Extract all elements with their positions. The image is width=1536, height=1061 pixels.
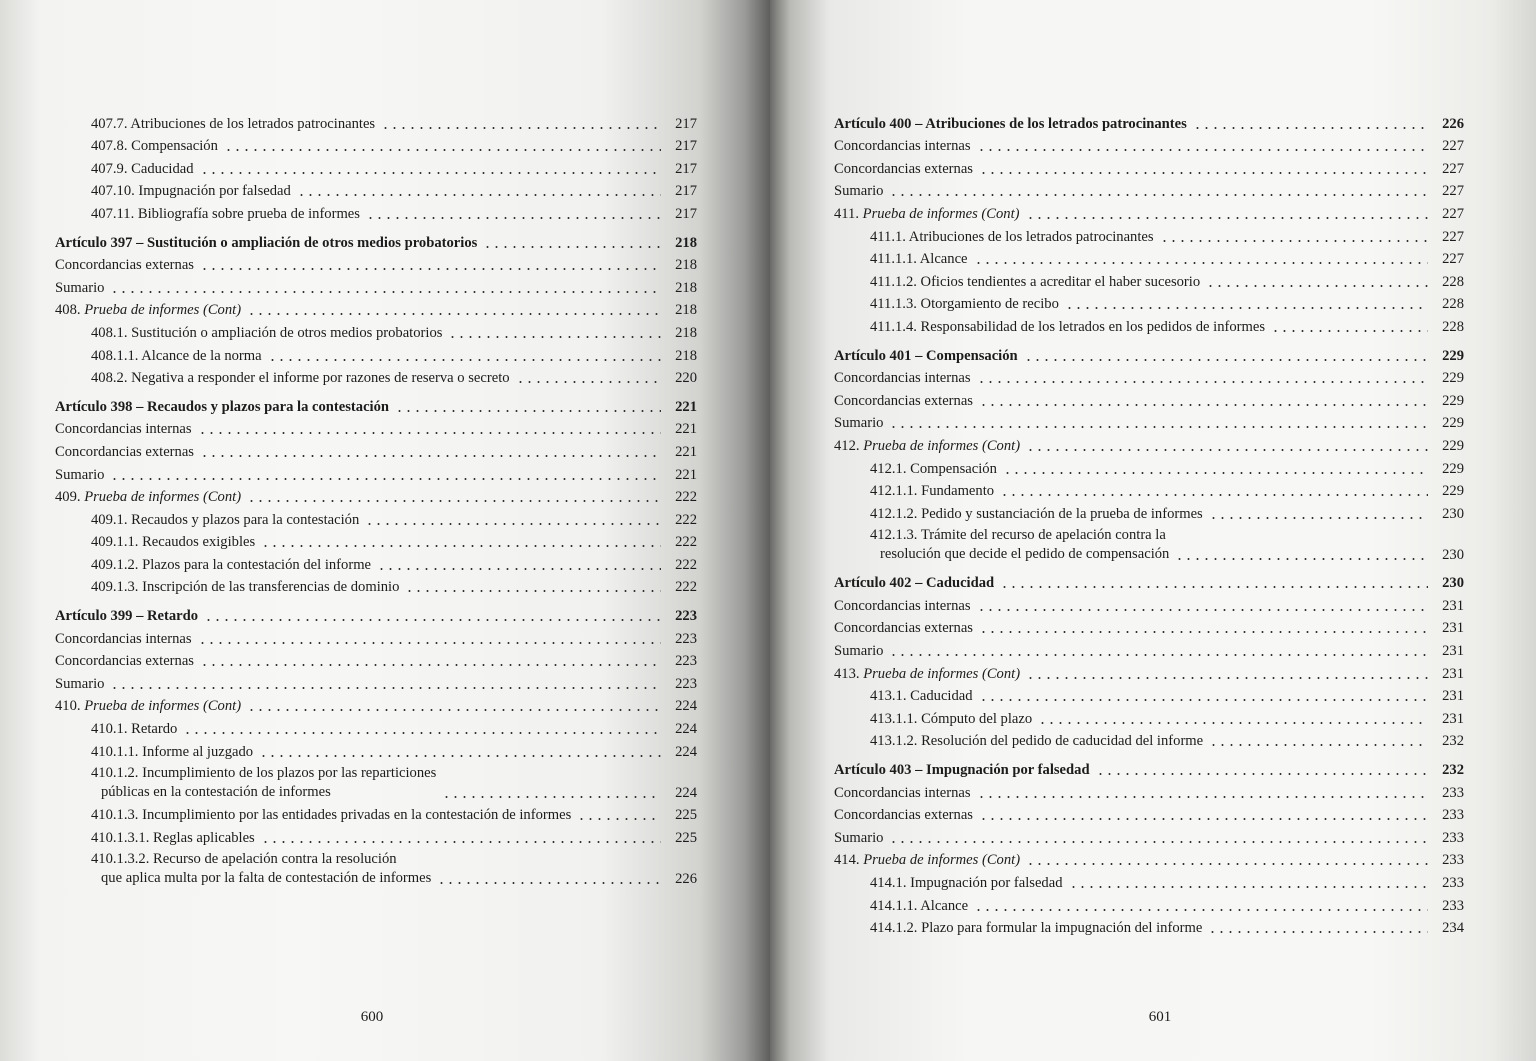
entry-label [834, 437, 1020, 455]
entry-label: 411.1.4. Responsabilidad de los letrados en los pedidos de informes [870, 318, 1266, 335]
dot-leader [261, 545, 661, 547]
dot-leader [200, 268, 661, 270]
dot-leader [979, 699, 1428, 701]
entry-page-number: 233 [1442, 897, 1464, 914]
toc-entry [834, 133, 1464, 156]
entry-label: Concordancias externas [834, 392, 973, 409]
entry-page-number: 223 [675, 630, 697, 647]
entry-label-line1: 412.1.3. Trámite del recurso de apelación contra la [870, 526, 1166, 543]
dot-leader [483, 246, 661, 248]
entry-page-number: 218 [675, 257, 697, 274]
toc-entry [55, 200, 697, 223]
entry-label: 412.1. Compensación [870, 460, 997, 477]
entry-page-number: 231 [1442, 710, 1464, 727]
entry-label [834, 851, 1020, 869]
section-title: Prueba de informes (Cont) [863, 437, 1021, 454]
entry-page-number: 229 [1442, 437, 1464, 454]
toc-entry [55, 670, 697, 693]
toc-entry [834, 869, 1464, 892]
section-number: 409. [55, 489, 81, 506]
entry-label: Concordancias externas [834, 620, 973, 637]
entry-page-number: 217 [675, 205, 697, 222]
entry-page-number: 227 [1442, 205, 1464, 222]
dot-leader [1096, 773, 1428, 775]
entry-page-number: 229 [1442, 347, 1464, 364]
toc-entry [834, 779, 1464, 802]
toc-entry [55, 625, 697, 648]
section-title: Prueba de informes (Cont) [863, 852, 1021, 869]
toc-entry [55, 506, 697, 529]
toc-entry [55, 574, 697, 597]
toc-entry [834, 683, 1464, 706]
entry-label [55, 764, 436, 802]
toc-entry [834, 246, 1464, 269]
dot-leader [442, 796, 661, 798]
entry-page-number: 220 [675, 370, 697, 387]
article-heading [834, 756, 1464, 779]
entry-label: 414.1.1. Alcance [870, 897, 969, 914]
dot-leader [1069, 886, 1428, 888]
toc-entry [55, 529, 697, 552]
dot-leader [889, 194, 1428, 196]
entry-page-number: 233 [1442, 852, 1464, 869]
entry-label: 410.1. Retardo [91, 721, 178, 738]
dot-leader [1026, 677, 1428, 679]
entry-label: 413.1.2. Resolución del pedido de caducidad del informe [870, 733, 1204, 750]
page-number-left: 600 [360, 1009, 384, 1025]
entry-label: 414.1.2. Plazo para formular la impugnación del informe [870, 920, 1203, 937]
section-number: 408. [55, 302, 81, 319]
toc-entry [55, 178, 697, 201]
entry-label: 412.1.1. Fundamento [870, 483, 995, 500]
entry-page-number: 231 [1442, 643, 1464, 660]
dot-leader [977, 796, 1428, 798]
entry-page-number: 233 [1442, 784, 1464, 801]
section-heading [834, 200, 1464, 223]
toc-entry [55, 133, 697, 156]
entry-label: Sumario [834, 183, 884, 200]
entry-page-number: 229 [1442, 392, 1464, 409]
toc-entry [55, 342, 697, 365]
dot-leader [979, 404, 1428, 406]
dot-leader [977, 149, 1428, 151]
dot-leader [297, 194, 661, 196]
entry-page-number: 231 [1442, 665, 1464, 682]
entry-page-number: 217 [675, 160, 697, 177]
dot-leader [1209, 744, 1428, 746]
entry-label: 408.1. Sustitución o ampliación de otros medios probatorios [91, 324, 443, 341]
entry-page-number: 229 [1442, 370, 1464, 387]
entry-label: Artículo 398 – Recaudos y plazos para la contestación [55, 398, 390, 415]
dot-leader [200, 172, 661, 174]
dot-leader [259, 755, 661, 757]
article-heading [834, 342, 1464, 365]
entry-page-number: 234 [1442, 920, 1464, 937]
entry-page-number: 221 [675, 398, 697, 415]
dot-leader [1271, 330, 1428, 332]
toc-entry [55, 438, 697, 461]
entry-label [834, 205, 1020, 223]
entry-label: 407.10. Impugnación por falsedad [91, 183, 291, 200]
entry-label [834, 526, 1169, 564]
section-heading [834, 432, 1464, 455]
section-title: Prueba de informes (Cont) [863, 665, 1021, 682]
dot-leader [200, 664, 661, 666]
dot-leader [1206, 285, 1428, 287]
entry-label: 413.1. Caducidad [870, 688, 973, 705]
section-number: 414. [834, 852, 860, 869]
dot-leader [247, 313, 661, 315]
entry-label: 407.7. Atribuciones de los letrados patrocinantes [91, 115, 376, 132]
entry-page-number: 227 [1442, 138, 1464, 155]
dot-leader [198, 432, 661, 434]
toc-entry [834, 728, 1464, 751]
toc-entry [55, 319, 697, 342]
entry-page-number: 227 [1442, 183, 1464, 200]
dot-leader [979, 172, 1428, 174]
dot-leader [1026, 217, 1428, 219]
toc-entry [55, 847, 697, 888]
entry-label: 410.1.1. Informe al juzgado [91, 743, 254, 760]
toc-entry [55, 802, 697, 825]
dot-leader [1193, 127, 1428, 129]
entry-label: Concordancias internas [55, 630, 192, 647]
entry-label [55, 697, 241, 715]
toc-entry [834, 705, 1464, 728]
section-number: 413. [834, 665, 860, 682]
toc-entry [55, 761, 697, 802]
dot-leader [377, 568, 661, 570]
entry-page-number: 225 [675, 829, 697, 846]
dot-leader [268, 359, 661, 361]
entry-page-number: 218 [675, 279, 697, 296]
entry-label: Sumario [55, 675, 105, 692]
entry-label: 410.1.3. Incumplimiento por las entidades privadas en la contestación de informes [91, 807, 572, 824]
toc-entry [834, 365, 1464, 388]
dot-leader [977, 609, 1428, 611]
dot-leader [110, 687, 661, 689]
entry-page-number: 218 [675, 347, 697, 364]
toc-entry [55, 715, 697, 738]
dot-leader [183, 732, 661, 734]
toc-entry [834, 387, 1464, 410]
toc-list-right [834, 110, 1464, 937]
toc-entry [834, 637, 1464, 660]
entry-label: 408.1.1. Alcance de la norma [91, 347, 262, 364]
entry-label: 411.1.1. Alcance [870, 251, 968, 268]
entry-page-number: 231 [1442, 688, 1464, 705]
dot-leader [1026, 449, 1428, 451]
entry-page-number: 222 [675, 556, 697, 573]
dot-leader [366, 217, 661, 219]
toc-entry [55, 110, 697, 133]
toc-entry [834, 455, 1464, 478]
entry-page-number: 217 [675, 138, 697, 155]
entry-page-number: 228 [1442, 273, 1464, 290]
toc-entry [55, 274, 697, 297]
entry-label: Concordancias internas [834, 370, 971, 387]
entry-label: 411.1.3. Otorgamiento de recibo [870, 296, 1059, 313]
dot-leader [200, 455, 661, 457]
toc-entry [55, 461, 697, 484]
dot-leader [1026, 863, 1428, 865]
entry-page-number: 229 [1442, 415, 1464, 432]
dot-leader [405, 590, 661, 592]
dot-leader [448, 336, 661, 338]
entry-page-number: 229 [1442, 483, 1464, 500]
entry-page-number: 227 [1442, 251, 1464, 268]
dot-leader [577, 818, 661, 820]
toc-entry [834, 178, 1464, 201]
entry-page-number: 230 [1442, 505, 1464, 522]
toc-entry [834, 291, 1464, 314]
entry-page-number: 222 [675, 511, 697, 528]
entry-label-line2: públicas en la contestación de informes [101, 783, 331, 800]
dot-leader [204, 619, 661, 621]
dot-leader [1000, 586, 1428, 588]
entry-label: 409.1.2. Plazos para la contestación del informe [91, 556, 372, 573]
entry-label: 409.1.3. Inscripción de las transferencias de dominio [91, 579, 400, 596]
section-number: 411. [834, 205, 859, 222]
entry-label: Artículo 402 – Caducidad [834, 575, 995, 592]
section-heading [834, 847, 1464, 870]
entry-page-number: 227 [1442, 228, 1464, 245]
dot-leader [974, 262, 1428, 264]
section-heading [55, 693, 697, 716]
entry-label: Artículo 403 – Impugnación por falsedad [834, 762, 1090, 779]
entry-label [55, 850, 431, 888]
dot-leader [437, 882, 661, 884]
entry-label: Concordancias internas [834, 138, 971, 155]
dot-leader [974, 909, 1428, 911]
entry-label: Artículo 401 – Compensación [834, 347, 1018, 364]
entry-page-number: 232 [1442, 733, 1464, 750]
toc-entry [55, 252, 697, 275]
entry-label: Sumario [834, 829, 884, 846]
toc-entry [834, 268, 1464, 291]
entry-label: Sumario [55, 279, 105, 296]
dot-leader [198, 642, 661, 644]
toc-entry [834, 592, 1464, 615]
dot-leader [516, 381, 661, 383]
entry-page-number: 229 [1442, 460, 1464, 477]
entry-label: 408.2. Negativa a responder el informe por razones de reserva o secreto [91, 370, 510, 387]
entry-label: Concordancias externas [55, 443, 194, 460]
section-number: 410. [55, 698, 81, 715]
entry-label: Concordancias externas [55, 653, 194, 670]
toc-list-left [55, 110, 697, 888]
toc-entry [834, 915, 1464, 938]
entry-label-line2: resolución que decide el pedido de compensación [880, 545, 1170, 562]
dot-leader [1160, 240, 1428, 242]
entry-page-number: 233 [1442, 829, 1464, 846]
entry-page-number: 224 [675, 698, 697, 715]
toc-entry [55, 416, 697, 439]
entry-label: Artículo 400 – Atribuciones de los letrados patrocinantes [834, 115, 1187, 132]
entry-label [834, 665, 1020, 683]
dot-leader [395, 410, 661, 412]
toc-entry [55, 648, 697, 671]
toc-entry [834, 313, 1464, 336]
entry-label-line1: 410.1.3.2. Recurso de apelación contra la resolución [91, 850, 397, 867]
dot-leader [1024, 359, 1428, 361]
page-number-right: 601 [1148, 1009, 1172, 1025]
entry-label-line1: 410.1.2. Incumplimiento de los plazos por las reparticiones [91, 764, 437, 781]
toc-entry [55, 551, 697, 574]
entry-label: 412.1.2. Pedido y sustanciación de la prueba de informes [870, 505, 1203, 522]
toc-entry [834, 892, 1464, 915]
toc-entry [834, 523, 1464, 564]
entry-page-number: 225 [675, 807, 697, 824]
dot-leader [977, 381, 1428, 383]
entry-page-number: 231 [1442, 597, 1464, 614]
entry-label: 407.8. Compensación [91, 138, 218, 155]
entry-label: 413.1.1. Cómputo del plazo [870, 710, 1033, 727]
toc-entry [834, 155, 1464, 178]
entry-page-number: 222 [675, 579, 697, 596]
dot-leader [1175, 558, 1428, 560]
dot-leader [1000, 494, 1428, 496]
entry-page-number: 221 [675, 421, 697, 438]
section-heading [55, 297, 697, 320]
entry-page-number: 221 [675, 466, 697, 483]
toc-entry [834, 615, 1464, 638]
toc-entry [55, 738, 697, 761]
dot-leader [224, 149, 661, 151]
entry-label [55, 301, 241, 319]
entry-page-number: 224 [675, 721, 697, 738]
entry-label-line2: que aplica multa por la falta de contestación de informes [101, 869, 432, 886]
section-number: 412. [834, 437, 860, 454]
entry-label: Sumario [834, 643, 884, 660]
entry-page-number: 232 [1442, 762, 1464, 779]
entry-label: Artículo 397 – Sustitución o ampliación de otros medios probatorios [55, 234, 478, 251]
article-heading [55, 602, 697, 625]
entry-page-number: 223 [675, 653, 697, 670]
entry-page-number: 228 [1442, 318, 1464, 335]
entry-page-number: 226 [675, 870, 697, 887]
entry-page-number: 217 [675, 183, 697, 200]
dot-leader [1208, 931, 1428, 933]
article-heading [55, 393, 697, 416]
entry-label: Sumario [55, 466, 105, 483]
entry-page-number: 233 [1442, 807, 1464, 824]
dot-leader [1065, 307, 1428, 309]
entry-page-number: 218 [675, 302, 697, 319]
right-page [770, 0, 1536, 1061]
toc-entry [834, 802, 1464, 825]
entry-label: Artículo 399 – Retardo [55, 608, 199, 625]
dot-leader [889, 841, 1428, 843]
dot-leader [261, 841, 661, 843]
toc-entry [834, 410, 1464, 433]
dot-leader [1038, 722, 1428, 724]
article-heading [834, 570, 1464, 593]
dot-leader [889, 654, 1428, 656]
entry-page-number: 231 [1442, 620, 1464, 637]
section-heading [834, 660, 1464, 683]
entry-page-number: 218 [675, 234, 697, 251]
entry-label: 409.1. Recaudos y plazos para la contestación [91, 511, 360, 528]
section-title: Prueba de informes (Cont) [84, 698, 242, 715]
entry-page-number: 222 [675, 534, 697, 551]
dot-leader [247, 500, 661, 502]
entry-page-number: 223 [675, 675, 697, 692]
entry-label: 411.1.2. Oficios tendientes a acreditar el haber sucesorio [870, 273, 1201, 290]
toc-entry [55, 824, 697, 847]
section-title: Prueba de informes (Cont) [84, 302, 242, 319]
entry-label: Concordancias externas [834, 807, 973, 824]
article-heading [834, 110, 1464, 133]
dot-leader [110, 291, 661, 293]
dot-leader [979, 631, 1428, 633]
section-heading [55, 484, 697, 507]
entry-page-number: 228 [1442, 296, 1464, 313]
entry-label: Concordancias externas [834, 160, 973, 177]
entry-page-number: 226 [1442, 115, 1464, 132]
dot-leader [1209, 517, 1428, 519]
section-title: Prueba de informes (Cont) [862, 205, 1020, 222]
dot-leader [381, 127, 661, 129]
toc-entry [834, 223, 1464, 246]
entry-label: Concordancias internas [834, 597, 971, 614]
entry-page-number: 233 [1442, 875, 1464, 891]
entry-page-number: 218 [675, 324, 697, 341]
entry-page-number: 224 [675, 743, 697, 760]
entry-label: 407.9. Caducidad [91, 160, 194, 177]
entry-page-number: 230 [1442, 575, 1464, 592]
entry-label: Concordancias internas [55, 421, 192, 438]
entry-page-number: 227 [1442, 160, 1464, 177]
dot-leader [1003, 472, 1428, 474]
entry-label: Sumario [834, 415, 884, 432]
article-heading [55, 229, 697, 252]
entry-page-number: 217 [675, 115, 697, 132]
entry-label [55, 488, 241, 506]
toc-entry [55, 365, 697, 388]
dot-leader [889, 426, 1428, 428]
entry-page-number: 230 [1442, 546, 1464, 563]
dot-leader [247, 709, 661, 711]
dot-leader [365, 523, 661, 525]
entry-label: 407.11. Bibliografía sobre prueba de informes [91, 205, 360, 222]
toc-entry [834, 478, 1464, 501]
entry-page-number: 221 [675, 443, 697, 460]
entry-page-number: 223 [675, 608, 697, 625]
entry-label: Concordancias internas [834, 784, 971, 801]
toc-entry [55, 155, 697, 178]
entry-page-number: 222 [675, 489, 697, 506]
dot-leader [110, 478, 661, 480]
entry-page-number: 224 [675, 784, 697, 801]
entry-label: 414.1. Impugnación por falsedad [870, 875, 1063, 891]
entry-label: Concordancias externas [55, 257, 194, 274]
dot-leader [979, 818, 1428, 820]
entry-label: 411.1. Atribuciones de los letrados patrocinantes [870, 228, 1154, 245]
toc-entry [834, 500, 1464, 523]
toc-entry [834, 824, 1464, 847]
entry-label: 410.1.3.1. Reglas aplicables [91, 829, 255, 846]
section-title: Prueba de informes (Cont) [84, 489, 242, 506]
entry-label: 409.1.1. Recaudos exigibles [91, 534, 256, 551]
